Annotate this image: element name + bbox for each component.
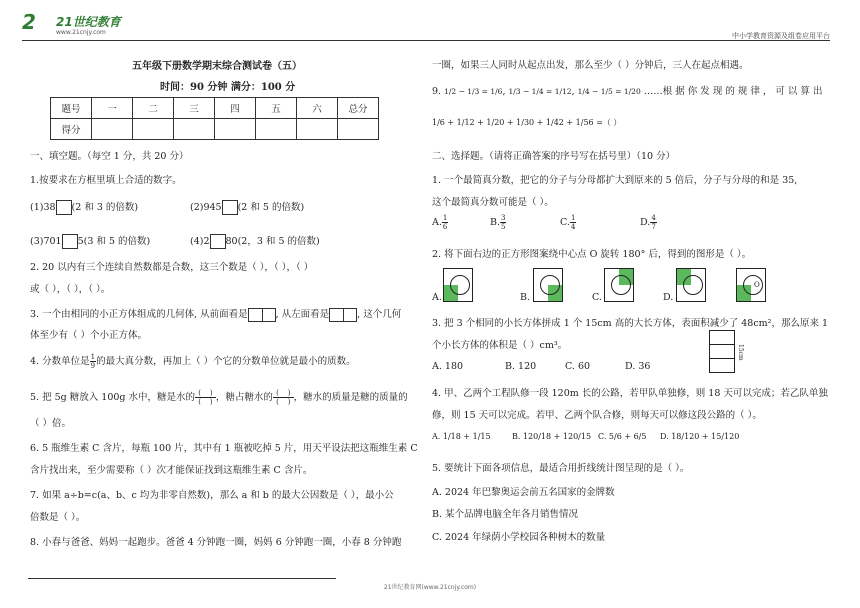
question-text: 5. 要统计下面各项信息，最适合用折线统计图呈现的是（ ）。 bbox=[432, 463, 690, 474]
section-heading: 二、选择题。（请将正确答案的序号写在括号里）（10 分） bbox=[432, 151, 676, 162]
question-text: (3)701 bbox=[30, 236, 62, 247]
table-header-cell: 题号 bbox=[51, 98, 92, 119]
fraction bbox=[442, 214, 448, 231]
page-title: 五年级下册数学期末综合测试卷（五） bbox=[132, 61, 302, 72]
q9-row1-a: 1/2 − 1/3 = 1/6 bbox=[444, 87, 503, 96]
question-text: 1. 一个最简真分数，把它的分子与分母都扩大到原来的 5 倍后，分子与分母的和是 35, bbox=[432, 175, 798, 186]
question-text: 这个最简真分数可能是（ ）。 bbox=[432, 197, 554, 208]
option-b[interactable]: B. 某个品牌电脑全年各月销售情况 bbox=[432, 509, 579, 520]
numerator: 3 bbox=[501, 214, 506, 222]
question-item bbox=[30, 306, 401, 322]
question-text: 6. 5 瓶维生素 C 含片，每瓶 100 片，其中有 1 瓶被吃掉 5 片，用天平设法把这瓶维生素 C bbox=[30, 443, 418, 454]
page-subtitle: 时间：90 分钟 满分：100 分 bbox=[160, 82, 296, 93]
footer-divider bbox=[28, 578, 336, 579]
numerator: 1 bbox=[442, 214, 448, 222]
question-text: (2)945 bbox=[190, 202, 222, 213]
front-view-icon bbox=[248, 308, 276, 322]
question-text: 1.按要求在方框里填上合适的数字。 bbox=[30, 175, 182, 186]
logo-text: 21世纪教育 bbox=[56, 15, 121, 29]
table-header-cell: 四 bbox=[215, 98, 256, 119]
score-table bbox=[50, 97, 379, 140]
option-label: B. bbox=[490, 217, 501, 228]
answer-box[interactable] bbox=[210, 234, 226, 249]
question-text: 4. 分数单位是 bbox=[30, 356, 90, 367]
denominator: 6 bbox=[442, 223, 448, 231]
logo-url: www.21cnjy.com bbox=[56, 29, 106, 36]
height-label: 15cm bbox=[737, 344, 744, 361]
question-text: 的最大真分数，再加上（ ）个它的分数单位就是最小的质数。 bbox=[96, 356, 356, 367]
option-label: D. bbox=[663, 292, 674, 303]
answer-box[interactable] bbox=[56, 200, 72, 215]
question-item bbox=[30, 389, 408, 406]
question-text: 80(2，3 和 5 的倍数) bbox=[225, 236, 320, 247]
answer-box[interactable] bbox=[222, 200, 238, 215]
question-text: 4. 甲、乙两个工程队修一段 120m 长的公路，若甲队单独修，则 18 天可以完成；若乙队单独 bbox=[432, 388, 828, 399]
question-item bbox=[30, 353, 356, 370]
table-header-cell: 六 bbox=[297, 98, 338, 119]
question-text: , 这个几何 bbox=[357, 309, 402, 320]
option-a[interactable]: A. 1/18 + 1/15 bbox=[432, 432, 491, 441]
q9-row1-b: 1/3 − 1/4 = 1/12 bbox=[508, 87, 572, 96]
table-header-cell: 总分 bbox=[338, 98, 379, 119]
question-item bbox=[30, 233, 150, 249]
question-text: 7. 如果 a÷b=c(a、b、c 均为非零自然数)，那么 a 和 b 的最大公因数是（ ），最小公 bbox=[30, 490, 394, 501]
numerator: 1 bbox=[570, 214, 576, 222]
score-cell[interactable] bbox=[215, 119, 256, 140]
rotation-figure-c[interactable] bbox=[604, 268, 634, 302]
answer-fraction[interactable]: $\frac{( )}{( )}$ bbox=[196, 389, 215, 406]
option-a[interactable] bbox=[432, 214, 448, 231]
q9-row1-c: 1/4 − 1/5 = 1/20 bbox=[577, 87, 641, 96]
option-label: C. bbox=[592, 292, 602, 303]
question-text: 5. 把 5g 糖放入 100g 水中，糖是水的 bbox=[30, 392, 196, 403]
question-text: (2 和 3 的倍数) bbox=[71, 202, 139, 213]
table-header-row bbox=[51, 98, 379, 119]
denominator: 9 bbox=[90, 362, 96, 370]
question-item: 9. 1/2 − 1/3 = 1/6, 1/3 − 1/4 = 1/12, 1/4 − 1/5 = 1/20 ……根 据 你 发 现 的 规 律 ， 可 以 算 出 bbox=[432, 86, 823, 97]
question-text: 或（ ），（ ），（ ）。 bbox=[30, 284, 111, 295]
option-label: A. bbox=[432, 292, 442, 303]
left-view-icon bbox=[329, 308, 357, 322]
question-text: 2. 将下面右边的正方形图案绕中心点 O 旋转 180° 后，得到的图形是（ ）。 bbox=[432, 249, 752, 260]
question-text: , 从左面看是 bbox=[275, 309, 330, 320]
numerator: 4 bbox=[651, 214, 656, 222]
option-label: A. bbox=[432, 217, 442, 228]
question-text: 体至少有（ ）个小正方体。 bbox=[30, 330, 148, 341]
rotation-figure-b[interactable] bbox=[533, 268, 563, 302]
stacked-cuboid-figure bbox=[709, 330, 744, 372]
question-text: (4)2 bbox=[190, 236, 210, 247]
question-text: 3. 一个由相同的小正方体组成的几何体, 从前面看是 bbox=[30, 309, 248, 320]
score-cell[interactable] bbox=[338, 119, 379, 140]
question-text: 8. 小春与爸爸、妈妈一起跑步。爸爸 4 分钟跑一圈，妈妈 6 分钟跑一圈，小春 8 分钟跑 bbox=[30, 537, 402, 548]
question-text: 倍数是（ ）。 bbox=[30, 512, 86, 523]
option-label: C. bbox=[560, 217, 570, 228]
question-text: 修，则 15 天可以完成。若甲、乙两个队合修，则每天可以修这段公路的（ ）。 bbox=[432, 410, 762, 421]
section-heading: 一、填空题。（每空 1 分，共 20 分） bbox=[30, 151, 189, 162]
option-d[interactable]: D. 36 bbox=[625, 361, 651, 372]
question-text: (2 和 5 的倍数) bbox=[237, 202, 305, 213]
score-cell[interactable] bbox=[133, 119, 174, 140]
numerator: 1 bbox=[90, 353, 96, 361]
option-c[interactable]: C. 60 bbox=[565, 361, 591, 372]
logo-mark: 2 bbox=[22, 10, 36, 34]
question-item bbox=[190, 199, 304, 215]
question-text: 2. 20 以内有三个连续自然数都是合数，这三个数是（ ），（ ），（ ） bbox=[30, 262, 314, 273]
score-cell[interactable] bbox=[174, 119, 215, 140]
question-text: （ ）倍。 bbox=[30, 418, 72, 429]
option-label: B. bbox=[520, 292, 531, 303]
question-text: ，糖占糖水的 bbox=[215, 392, 273, 403]
score-cell[interactable] bbox=[297, 119, 338, 140]
table-header-cell: 二 bbox=[133, 98, 174, 119]
logo bbox=[22, 8, 140, 38]
score-cell[interactable] bbox=[256, 119, 297, 140]
fraction bbox=[500, 214, 506, 231]
option-a[interactable]: A. 2024 年巴黎奥运会前五名国家的金牌数 bbox=[432, 487, 615, 498]
fraction bbox=[570, 214, 576, 231]
question-text: 一圈，如果三人同时从起点出发，那么至少（ ）分钟后，三人在起点相遇。 bbox=[432, 60, 749, 71]
question-item bbox=[190, 233, 320, 249]
table-header-cell: 五 bbox=[256, 98, 297, 119]
rotation-figure-a[interactable] bbox=[443, 268, 473, 302]
option-b[interactable] bbox=[490, 214, 506, 231]
option-b[interactable]: B. 120 bbox=[505, 361, 537, 372]
center-point-label: O bbox=[754, 281, 760, 289]
question-text: 3. 把 3 个相同的小长方体拼成 1 个 15cm 高的大长方体，表面积减少了 48cm²，那么原来 1 bbox=[432, 318, 829, 329]
option-b[interactable]: B. 120/18 + 120/15 bbox=[512, 432, 592, 441]
question-number: 9. bbox=[432, 86, 442, 97]
option-c[interactable]: C. 2024 年绿荫小学校园各种树木的数量 bbox=[432, 532, 606, 543]
question-text: 5(3 和 5 的倍数) bbox=[77, 236, 151, 247]
platform-label: 中小学教育资源及组卷应用平台 bbox=[732, 32, 830, 40]
question-text: (1)38 bbox=[30, 202, 56, 213]
option-d[interactable] bbox=[640, 214, 657, 231]
table-row bbox=[51, 119, 379, 140]
answer-fraction[interactable]: $\frac{( )}{( )}$ bbox=[273, 389, 293, 406]
denominator: 5 bbox=[501, 223, 506, 231]
question-text: ，糖水的质量是糖的质量的 bbox=[293, 392, 408, 403]
option-label: D. bbox=[640, 217, 651, 228]
fraction bbox=[650, 214, 656, 231]
question-text: 个小长方体的体积是（ ）cm³。 bbox=[432, 340, 568, 351]
option-a[interactable]: A. 180 bbox=[432, 361, 464, 372]
score-cell[interactable] bbox=[92, 119, 133, 140]
table-header-cell: 三 bbox=[174, 98, 215, 119]
q9-expression: 1/6 + 1/12 + 1/20 + 1/30 + 1/42 + 1/56 =（ ） bbox=[432, 118, 622, 127]
denominator: 7 bbox=[651, 223, 656, 231]
answer-box[interactable] bbox=[62, 234, 78, 249]
option-c[interactable]: C. 5/6 + 6/5 bbox=[598, 432, 647, 441]
original-figure bbox=[736, 268, 766, 302]
question-text: 含片找出来，至少需要称（ ）次才能保证找到这瓶维生素 C 含片。 bbox=[30, 465, 313, 476]
footer-text: 21世纪教育网(www.21cnjy.com) bbox=[383, 584, 477, 591]
rotation-figure-d[interactable] bbox=[676, 268, 706, 302]
table-row-label: 得分 bbox=[51, 119, 92, 140]
option-c[interactable] bbox=[560, 214, 576, 231]
question-item bbox=[30, 199, 138, 215]
option-d[interactable]: D. 18/120 + 15/120 bbox=[660, 432, 740, 441]
table-header-cell: 一 bbox=[92, 98, 133, 119]
question-text: ……根 据 你 发 现 的 规 律 ， 可 以 算 出 bbox=[643, 86, 823, 97]
header-divider bbox=[22, 40, 830, 41]
denominator: 4 bbox=[570, 223, 576, 231]
